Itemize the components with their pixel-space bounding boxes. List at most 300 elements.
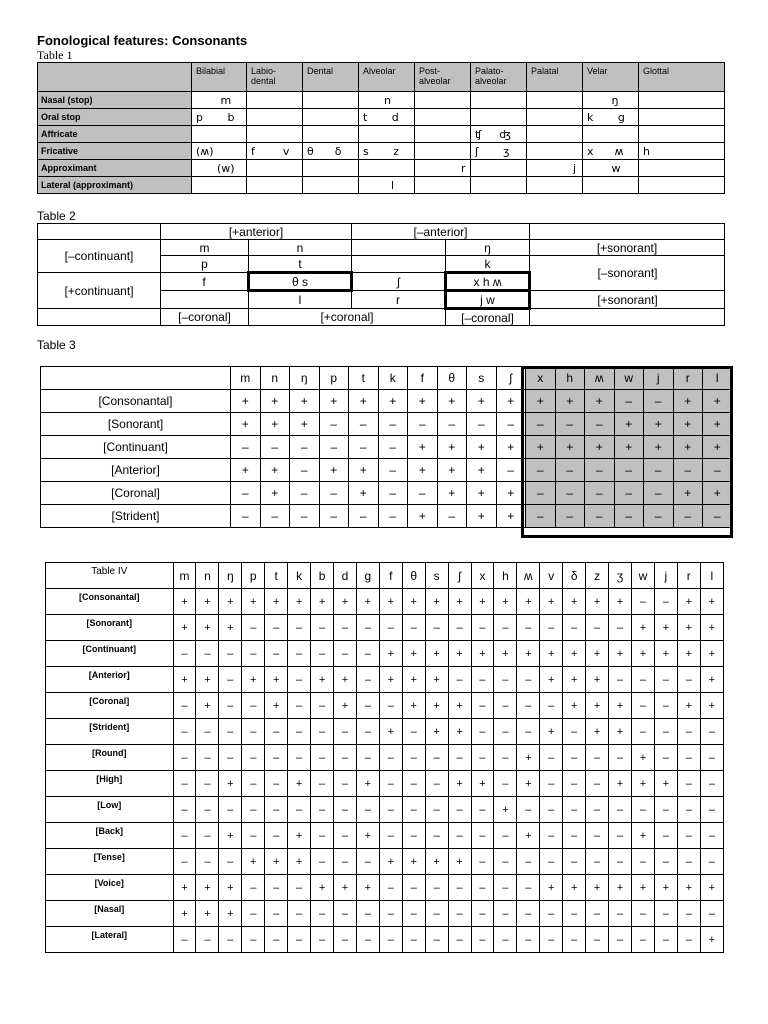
feature-value: – <box>700 719 723 745</box>
feature-value: – <box>654 667 677 693</box>
table1-cell: l <box>359 177 415 194</box>
symbol-header: f <box>408 367 438 390</box>
feature-value: – <box>496 413 526 436</box>
feature-value: + <box>654 771 677 797</box>
table1-cell <box>527 126 583 143</box>
feature-value: – <box>173 823 196 849</box>
feature-value: – <box>585 505 615 528</box>
table1-cell <box>303 109 359 126</box>
table2-caption: Table 2 <box>37 209 76 223</box>
feature-label: [Continuant] <box>46 641 174 667</box>
feature-value: – <box>471 875 494 901</box>
symbol-header: m <box>173 563 196 589</box>
feature-value: – <box>448 615 471 641</box>
feature-label: [Sonorant] <box>41 413 231 436</box>
feature-value: + <box>408 459 438 482</box>
table3-header-row <box>41 367 733 390</box>
feature-value: – <box>425 745 448 771</box>
feature-value: – <box>448 745 471 771</box>
feature-value: – <box>526 459 556 482</box>
feature-value: – <box>196 849 219 875</box>
feature-value: – <box>311 849 334 875</box>
feature-value: – <box>703 505 733 528</box>
symbol-header: t <box>265 563 288 589</box>
feature-value: – <box>677 823 700 849</box>
table4-caption: Table IV <box>91 566 128 577</box>
feature-value: – <box>540 901 563 927</box>
table1-cell <box>247 160 303 177</box>
table4-row <box>46 797 724 823</box>
table1-cell <box>192 126 247 143</box>
feature-value: + <box>563 641 586 667</box>
feature-value: + <box>425 693 448 719</box>
coronal-label: [–coronal] <box>161 309 249 326</box>
feature-value: + <box>311 875 334 901</box>
feature-value: – <box>425 823 448 849</box>
feature-value: + <box>219 615 242 641</box>
feature-value: – <box>563 849 586 875</box>
feature-value: – <box>609 823 632 849</box>
table1-cell: (ʍ) <box>192 143 247 160</box>
feature-value: – <box>242 641 265 667</box>
table1-cell: ʧ ʤ <box>471 126 527 143</box>
feature-value: – <box>585 482 615 505</box>
feature-value: – <box>586 797 609 823</box>
feature-value: + <box>402 693 425 719</box>
feature-value: + <box>467 482 497 505</box>
feature-label: [Voice] <box>46 875 174 901</box>
continuant-minus-label: [–continuant] <box>38 240 161 273</box>
feature-value: + <box>703 482 733 505</box>
feature-value: + <box>586 875 609 901</box>
feature-label: [Round] <box>46 745 174 771</box>
feature-value: – <box>654 901 677 927</box>
table1-cell <box>471 177 527 194</box>
feature-value: – <box>402 745 425 771</box>
feature-value: + <box>496 390 526 413</box>
feature-value: – <box>654 823 677 849</box>
feature-value: – <box>517 875 540 901</box>
symbol-header: l <box>700 563 723 589</box>
feature-label: [Low] <box>46 797 174 823</box>
t2-cell: l <box>249 291 352 309</box>
feature-value: + <box>219 589 242 615</box>
feature-value: – <box>586 823 609 849</box>
feature-value: – <box>173 797 196 823</box>
table1-cell <box>527 177 583 194</box>
feature-value: – <box>494 693 517 719</box>
feature-value: + <box>631 745 654 771</box>
feature-value: – <box>356 693 379 719</box>
table1-cell: w <box>583 160 639 177</box>
feature-value: – <box>526 505 556 528</box>
feature-value: + <box>437 390 467 413</box>
table1-cell: x ʍ <box>583 143 639 160</box>
t2-cell: p <box>161 256 249 273</box>
table4-row <box>46 849 724 875</box>
feature-value: – <box>448 901 471 927</box>
feature-value: – <box>402 927 425 953</box>
feature-value: – <box>242 927 265 953</box>
feature-value: – <box>402 719 425 745</box>
feature-value: – <box>494 823 517 849</box>
feature-value: + <box>265 589 288 615</box>
table1-corner <box>38 63 192 92</box>
table4 <box>45 562 724 953</box>
feature-label: [Consonantal] <box>41 390 231 413</box>
table1-cell <box>639 177 725 194</box>
feature-value: – <box>334 745 357 771</box>
table4-row <box>46 615 724 641</box>
feature-value: + <box>265 667 288 693</box>
feature-label: [Anterior] <box>41 459 231 482</box>
feature-value: + <box>356 875 379 901</box>
feature-value: – <box>677 901 700 927</box>
feature-value: – <box>677 927 700 953</box>
table4-row <box>46 641 724 667</box>
feature-value: – <box>378 482 408 505</box>
feature-value: – <box>349 413 379 436</box>
feature-value: + <box>288 771 311 797</box>
table4-row <box>46 745 724 771</box>
table1-cell: ŋ <box>583 92 639 109</box>
feature-value: – <box>494 901 517 927</box>
feature-value: + <box>290 390 320 413</box>
feature-value: + <box>654 875 677 901</box>
feature-value: – <box>265 875 288 901</box>
feature-value: – <box>334 771 357 797</box>
feature-value: + <box>677 641 700 667</box>
feature-value: + <box>700 641 723 667</box>
symbol-header: s <box>425 563 448 589</box>
feature-value: – <box>644 505 674 528</box>
feature-value: – <box>334 797 357 823</box>
feature-value: + <box>555 436 585 459</box>
feature-value: – <box>288 927 311 953</box>
feature-value: – <box>494 667 517 693</box>
feature-value: + <box>265 693 288 719</box>
feature-value: + <box>219 875 242 901</box>
t2-cell-boxed: j w <box>446 291 530 309</box>
symbol-header: ŋ <box>290 367 320 390</box>
feature-value: – <box>703 459 733 482</box>
column-header: Velar <box>583 63 639 92</box>
column-header: Bilabial <box>192 63 247 92</box>
feature-value: – <box>288 641 311 667</box>
feature-value: – <box>379 875 402 901</box>
table2 <box>37 223 725 326</box>
feature-value: + <box>677 589 700 615</box>
feature-value: + <box>700 875 723 901</box>
symbol-header: b <box>311 563 334 589</box>
feature-value: + <box>402 849 425 875</box>
feature-value: – <box>288 797 311 823</box>
feature-value: – <box>334 901 357 927</box>
feature-value: – <box>173 927 196 953</box>
feature-value: + <box>586 693 609 719</box>
column-header: Palato- alveolar <box>471 63 527 92</box>
feature-value: – <box>609 667 632 693</box>
feature-value: – <box>540 927 563 953</box>
symbol-header: p <box>242 563 265 589</box>
feature-value: – <box>448 797 471 823</box>
table1-cell: (w) <box>192 160 247 177</box>
feature-value: – <box>196 771 219 797</box>
symbol-header: θ <box>437 367 467 390</box>
feature-value: + <box>494 589 517 615</box>
feature-value: + <box>290 413 320 436</box>
feature-value: – <box>378 505 408 528</box>
feature-value: + <box>173 875 196 901</box>
symbol-header: ʃ <box>496 367 526 390</box>
row-label: Oral stop <box>38 109 192 126</box>
t2-cell-boxed: θ s <box>249 273 352 291</box>
feature-value: – <box>265 615 288 641</box>
table1-cell <box>583 177 639 194</box>
feature-value: – <box>349 436 379 459</box>
feature-value: – <box>265 771 288 797</box>
feature-value: + <box>349 390 379 413</box>
feature-value: – <box>540 849 563 875</box>
feature-value: – <box>402 901 425 927</box>
feature-value: – <box>242 719 265 745</box>
column-header: Labio- dental <box>247 63 303 92</box>
table1-cell <box>303 177 359 194</box>
feature-value: – <box>471 797 494 823</box>
feature-value: + <box>496 505 526 528</box>
table4-row <box>46 875 724 901</box>
feature-value: + <box>425 589 448 615</box>
feature-value: – <box>471 615 494 641</box>
feature-value: – <box>494 771 517 797</box>
feature-value: – <box>673 459 703 482</box>
table4-header-row <box>46 563 724 589</box>
feature-value: – <box>219 797 242 823</box>
feature-value: – <box>378 413 408 436</box>
feature-value: + <box>425 641 448 667</box>
feature-value: – <box>654 719 677 745</box>
feature-value: – <box>654 589 677 615</box>
feature-value: – <box>631 693 654 719</box>
feature-value: + <box>631 771 654 797</box>
feature-value: + <box>467 436 497 459</box>
table1-cell: p b <box>192 109 247 126</box>
feature-value: + <box>609 875 632 901</box>
feature-value: – <box>288 693 311 719</box>
table3 <box>40 366 733 528</box>
anterior-plus-header: [+anterior] <box>161 224 352 240</box>
feature-value: + <box>288 589 311 615</box>
feature-value: – <box>356 927 379 953</box>
symbol-header: w <box>614 367 644 390</box>
feature-value: – <box>677 745 700 771</box>
feature-value: – <box>471 693 494 719</box>
symbol-header: r <box>673 367 703 390</box>
table1-cell <box>639 92 725 109</box>
feature-value: – <box>631 719 654 745</box>
feature-value: – <box>654 849 677 875</box>
symbol-header: x <box>526 367 556 390</box>
feature-value: + <box>540 641 563 667</box>
symbol-header: k <box>378 367 408 390</box>
feature-value: – <box>609 927 632 953</box>
t2-cell: m <box>161 240 249 256</box>
feature-value: – <box>265 641 288 667</box>
feature-value: + <box>585 436 615 459</box>
feature-value: + <box>563 693 586 719</box>
feature-value: – <box>586 745 609 771</box>
t2-cell <box>352 256 446 273</box>
page-title: Fonological features: Consonants <box>37 33 248 48</box>
feature-value: – <box>631 589 654 615</box>
table1-cell <box>247 177 303 194</box>
feature-value: – <box>379 927 402 953</box>
table1-cell: r <box>415 160 471 177</box>
feature-value: + <box>334 667 357 693</box>
feature-value: – <box>448 875 471 901</box>
feature-value: – <box>265 745 288 771</box>
table1-cell <box>247 109 303 126</box>
feature-value: + <box>231 459 261 482</box>
feature-value: – <box>494 719 517 745</box>
feature-value: – <box>379 745 402 771</box>
table4-row <box>46 823 724 849</box>
feature-value: + <box>517 745 540 771</box>
table1-cell: j <box>527 160 583 177</box>
feature-value: + <box>448 771 471 797</box>
feature-value: – <box>631 849 654 875</box>
table1-row <box>38 143 725 160</box>
feature-value: – <box>311 615 334 641</box>
feature-value: + <box>349 482 379 505</box>
table1-cell <box>527 143 583 160</box>
feature-value: – <box>517 693 540 719</box>
table1-cell: θ δ <box>303 143 359 160</box>
feature-value: + <box>496 482 526 505</box>
table1-row <box>38 92 725 109</box>
t2-cell: k <box>446 256 530 273</box>
table3-corner <box>41 367 231 390</box>
feature-value: – <box>631 667 654 693</box>
feature-value: – <box>448 823 471 849</box>
feature-value: + <box>673 436 703 459</box>
feature-value: + <box>408 505 438 528</box>
feature-label: [Anterior] <box>46 667 174 693</box>
feature-value: + <box>631 875 654 901</box>
feature-value: + <box>494 797 517 823</box>
feature-value: – <box>242 771 265 797</box>
feature-value: – <box>471 927 494 953</box>
feature-value: + <box>703 436 733 459</box>
feature-value: – <box>471 719 494 745</box>
feature-value: + <box>219 823 242 849</box>
feature-value: – <box>437 413 467 436</box>
feature-value: + <box>703 390 733 413</box>
feature-value: + <box>173 589 196 615</box>
feature-value: + <box>379 849 402 875</box>
feature-value: – <box>631 797 654 823</box>
feature-value: – <box>334 823 357 849</box>
t2-cell-boxed: x h ʍ <box>446 273 530 291</box>
feature-value: – <box>555 459 585 482</box>
feature-label: [Strident] <box>46 719 174 745</box>
feature-value: – <box>379 771 402 797</box>
feature-value: + <box>437 436 467 459</box>
feature-value: + <box>540 667 563 693</box>
feature-value: – <box>319 482 349 505</box>
feature-value: + <box>673 390 703 413</box>
table3-row <box>41 436 733 459</box>
t2-cell: ʃ <box>352 273 446 291</box>
feature-value: + <box>586 589 609 615</box>
feature-value: – <box>173 641 196 667</box>
feature-value: – <box>425 771 448 797</box>
feature-value: – <box>471 745 494 771</box>
feature-value: – <box>609 615 632 641</box>
feature-value: – <box>471 667 494 693</box>
feature-value: + <box>425 667 448 693</box>
feature-value: – <box>425 615 448 641</box>
feature-value: + <box>173 667 196 693</box>
table4-row <box>46 589 724 615</box>
feature-value: – <box>196 745 219 771</box>
feature-value: + <box>260 390 290 413</box>
feature-value: – <box>311 745 334 771</box>
feature-value: – <box>265 823 288 849</box>
row-label: Fricative <box>38 143 192 160</box>
feature-value: – <box>425 901 448 927</box>
feature-value: – <box>379 615 402 641</box>
symbol-header: m <box>231 367 261 390</box>
feature-value: + <box>677 615 700 641</box>
feature-value: – <box>196 641 219 667</box>
feature-value: – <box>609 849 632 875</box>
feature-value: + <box>378 390 408 413</box>
feature-value: – <box>644 390 674 413</box>
feature-value: – <box>494 927 517 953</box>
feature-value: – <box>563 719 586 745</box>
feature-value: + <box>356 771 379 797</box>
feature-value: + <box>467 390 497 413</box>
feature-value: – <box>379 823 402 849</box>
feature-value: – <box>196 797 219 823</box>
table2-empty-header <box>530 224 725 240</box>
feature-value: – <box>408 482 438 505</box>
table1-cell <box>471 92 527 109</box>
feature-value: – <box>231 436 261 459</box>
table4-row <box>46 719 724 745</box>
feature-value: – <box>242 693 265 719</box>
sonorant-label: [+sonorant] <box>530 291 725 309</box>
feature-value: + <box>173 615 196 641</box>
feature-value: – <box>494 615 517 641</box>
symbol-header: h <box>555 367 585 390</box>
feature-value: – <box>219 719 242 745</box>
feature-value: – <box>311 693 334 719</box>
feature-value: – <box>231 482 261 505</box>
feature-value: + <box>356 589 379 615</box>
feature-value: – <box>378 459 408 482</box>
feature-value: – <box>563 771 586 797</box>
feature-value: – <box>677 797 700 823</box>
symbol-header: r <box>677 563 700 589</box>
feature-value: – <box>356 745 379 771</box>
anterior-minus-header: [–anterior] <box>352 224 530 240</box>
feature-value: – <box>609 745 632 771</box>
feature-value: – <box>408 413 438 436</box>
table1-cell: m <box>192 92 247 109</box>
feature-value: – <box>448 667 471 693</box>
